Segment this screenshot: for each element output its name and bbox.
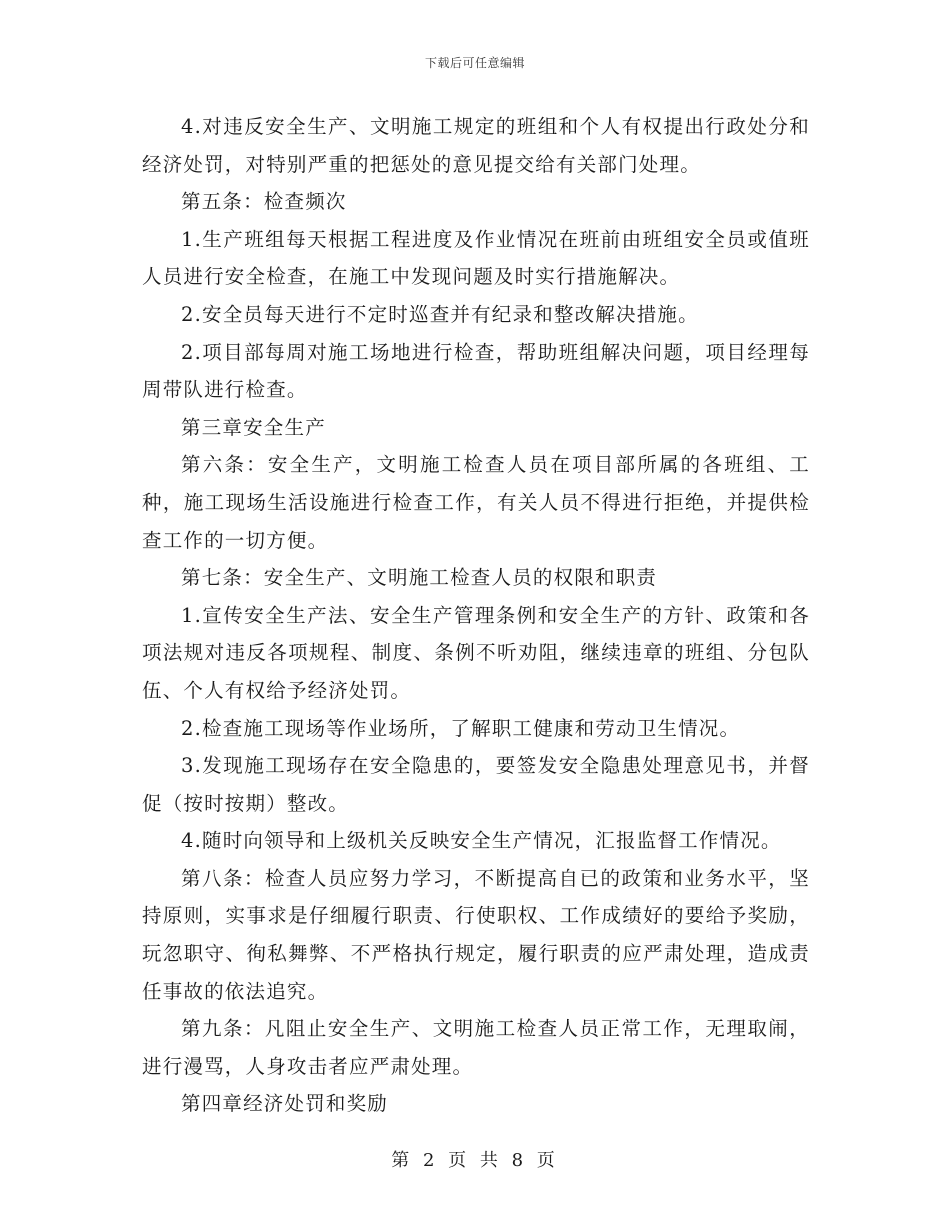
section-heading: 第五条：检查频次 xyxy=(181,190,347,214)
paragraph: 4.对违反安全生产、文明施工规定的班组和个人有权提出行政处分和经济处罚，对特别严重的把惩处的意见提交给有关部门处理。 xyxy=(142,115,810,176)
paragraph: 第九条：凡阻止安全生产、文明施工检查人员正常工作，无理取闹，进行漫骂，人身攻击者应严肃处理。 xyxy=(142,1017,810,1078)
paragraph: 3.发现施工现场存在安全隐患的，要签发安全隐患处理意见书，并督促（按时按期）整改。 xyxy=(142,754,810,815)
page-header: 下载后可任意编辑 xyxy=(424,56,525,70)
paragraph: 4.随时向领导和上级机关反映安全生产情况，汇报监督工作情况。 xyxy=(181,829,782,853)
chapter-heading: 第三章安全生产 xyxy=(181,415,326,439)
paragraph: 第六条：安全生产，文明施工检查人员在项目部所属的各班组、工种，施工现场生活设施进行检查工作，有关人员不得进行拒绝，并提供检查工作的一切方便。 xyxy=(142,453,810,552)
paragraph: 2.安全员每天进行不定时巡查并有纪录和整改解决措施。 xyxy=(181,302,699,326)
paragraph: 2.项目部每周对施工场地进行检查，帮助班组解决问题，项目经理每周带队进行检查。 xyxy=(142,340,810,402)
paragraph: 第八条：检查人员应努力学习，不断提高自已的政策和业务水平，坚持原则，实事求是仔细履行职责、行使职权、工作成绩好的要给予奖励，玩忽职守、徇私舞弊、不严格执行规定，履行职责的应严肃处理，造成责任事故的依法追究。 xyxy=(142,866,810,1003)
section-heading: 第七条：安全生产、文明施工检查人员的权限和职责 xyxy=(181,566,658,590)
paragraph: 1.生产班组每天根据工程进度及作业情况在班前由班组安全员或值班人员进行安全检查，在施工中发现问题及时实行措施解决。 xyxy=(142,227,810,289)
paragraph: 1.宣传安全生产法、安全生产管理条例和安全生产的方针、政策和各项法规对违反各项规程、制度、条例不听劝阻，继续违章的班组、分包队伍、个人有权给予经济处罚。 xyxy=(142,603,810,702)
page-number-footer: 第 2 页 共 8 页 xyxy=(391,1150,559,1171)
chapter-heading: 第四章经济处罚和奖励 xyxy=(181,1092,389,1116)
document-body xyxy=(142,108,810,1123)
paragraph: 2.检查施工现场等作业场所，了解职工健康和劳动卫生情况。 xyxy=(181,716,741,740)
